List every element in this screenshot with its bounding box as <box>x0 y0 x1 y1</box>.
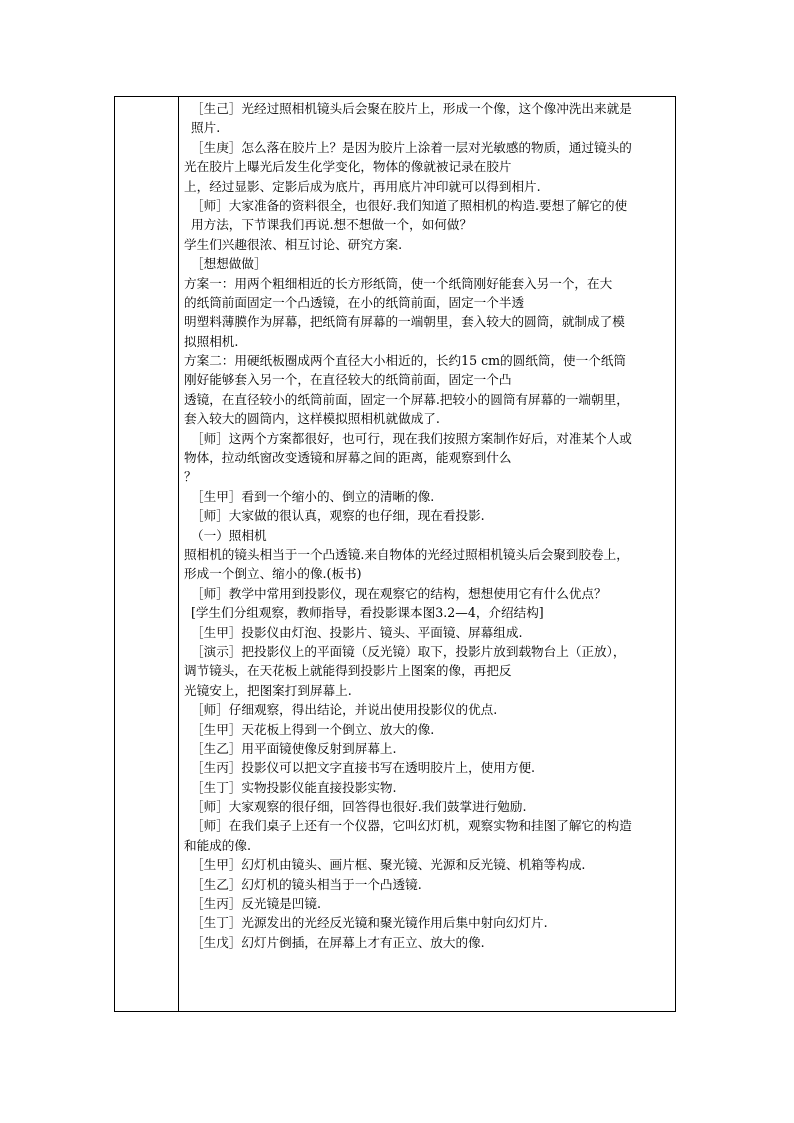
text-line: ［师］大家做的很认真，观察的也仔细，现在看投影. <box>191 508 485 524</box>
text-line: ［生甲］天花板上得到一个倒立、放大的像. <box>191 721 435 737</box>
text-line: ［师］这两个方案都很好，也可行，现在我们按照方案制作好后，对准某个人或 <box>191 430 632 446</box>
text-line: 和能成的像. <box>184 837 251 853</box>
text-line: 拟照相机. <box>184 333 239 349</box>
text-line: 套入较大的圆筒内，这样模拟照相机就做成了. <box>184 411 440 427</box>
text-line: ［想想做做］ <box>191 256 267 272</box>
text-line: 刚好能够套入另一个，在直径较大的纸筒前面，固定一个凸 <box>184 372 512 388</box>
text-line: ［生戊］幻灯片倒插，在屏幕上才有正立、放大的像. <box>191 934 485 950</box>
lesson-table <box>114 96 676 1012</box>
text-line: ［生甲］幻灯机由镜头、画片框、聚光镜、光源和反光镜、机箱等构成. <box>191 857 586 873</box>
text-line: ［演示］把投影仪上的平面镜（反光镜）取下，投影片放到载物台上（正放）， <box>191 643 626 659</box>
text-line: 明塑料薄膜作为屏幕，把纸筒有屏幕的一端朝里，套入较大的圆筒，就制成了模 <box>184 314 625 330</box>
text-line: 照相机的镜头相当于一个凸透镜.来自物体的光经过照相机镜头后会聚到胶卷上， <box>184 546 629 562</box>
text-line: 透镜，在直径较小的纸筒前面，固定一个屏幕.把较小的圆筒有屏幕的一端朝里， <box>184 391 629 407</box>
text-line: ［生庚］怎么落在胶片上？是因为胶片上涂着一层对光敏感的物质，通过镜头的 <box>191 139 632 155</box>
text-line: ［生乙］用平面镜使像反射到屏幕上. <box>191 740 397 756</box>
text-line: 用方法，下节课我们再说.想不想做一个，如何做？ <box>191 217 473 233</box>
text-line: （一）照相机 <box>191 527 267 543</box>
text-line: 照片. <box>191 120 221 136</box>
text-line: 上，经过显影、定影后成为底片，再用底片冲印就可以得到相片. <box>184 178 541 194</box>
text-line: ？ <box>184 469 197 485</box>
text-line: 的纸筒前面固定一个凸透镜，在小的纸筒前面，固定一个半透 <box>184 294 525 310</box>
text-line: ［师］仔细观察，得出结论，并说出使用投影仪的优点. <box>191 702 498 718</box>
text-line: ［师］教学中常用到投影仪，现在观察它的结构，想想使用它有什么优点？ <box>191 585 607 601</box>
text-line: ［生丁］光源发出的光经反光镜和聚光镜作用后集中射向幻灯片. <box>191 915 548 931</box>
text-line: 方案一：用两个粗细相近的长方形纸筒，使一个纸筒刚好能套入另一个，在大 <box>184 275 613 291</box>
text-line: 物体，拉动纸窗改变透镜和屏幕之间的距离，能观察到什么 <box>184 450 512 466</box>
text-line: 光在胶片上曝光后发生化学变化，物体的像就被记录在胶片 <box>184 159 512 175</box>
table-left-column <box>115 97 179 1011</box>
text-line: 学生们兴趣很浓、相互讨论、研究方案. <box>184 236 403 252</box>
text-line: ［师］大家准备的资料很全，也很好.我们知道了照相机的构造.要想了解它的使 <box>191 197 628 213</box>
text-line: ［生己］光经过照相机镜头后会聚在胶片上，形成一个像，这个像冲洗出来就是 <box>191 101 632 116</box>
text-line: ［生甲］看到一个缩小的、倒立的清晰的像. <box>191 488 435 504</box>
table-content-cell <box>179 97 675 1011</box>
text-line: ［生丙］反光镜是凹镜. <box>191 896 321 912</box>
text-line: ［师］在我们桌子上还有一个仪器，它叫幻灯机，观察实物和挂图了解它的构造 <box>191 818 632 834</box>
text-line: [学生们分组观察，教师指导，看投影课本图3.2—4，介绍结构] <box>191 605 544 621</box>
text-line: ［生乙］幻灯机的镜头相当于一个凸透镜. <box>191 876 422 892</box>
text-line: ［生甲］投影仪由灯泡、投影片、镜头、平面镜、屏幕组成. <box>191 624 523 640</box>
text-line: ［生丙］投影仪可以把文字直接书写在透明胶片上，使用方便. <box>191 760 536 776</box>
text-line: 形成一个倒立、缩小的像.(板书) <box>184 566 362 582</box>
text-line: 光镜安上，把图案打到屏幕上. <box>184 682 352 698</box>
text-line: 方案二：用硬纸板圈成两个直径大小相近的，长约15 cm的圆纸筒，使一个纸筒 <box>184 353 627 369</box>
text-line: 调节镜头，在天花板上就能得到投影片上图案的像，再把反 <box>184 663 512 679</box>
text-line: ［生丁］实物投影仪能直接投影实物. <box>191 779 397 795</box>
text-line: ［师］大家观察的很仔细，回答得也很好.我们鼓掌进行勉励. <box>191 799 527 815</box>
